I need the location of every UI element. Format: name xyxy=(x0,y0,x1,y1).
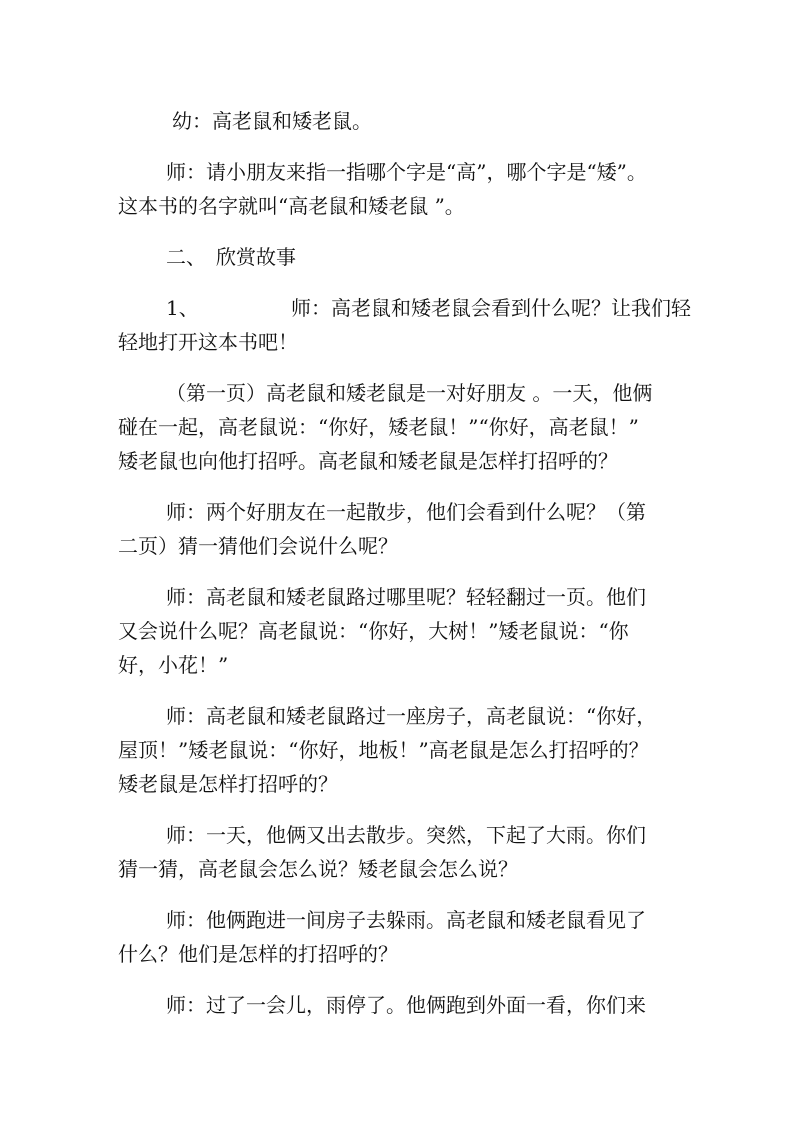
paragraph xyxy=(118,155,688,223)
section-title: 欣赏故事 xyxy=(216,245,296,269)
text-line: 师：请小朋友来指一指哪个字是“高”，哪个字是“矮”。 xyxy=(166,160,647,184)
text-line: 矮老鼠也向他打招呼。高老鼠和矮老鼠是怎样打招呼的？ xyxy=(118,449,618,473)
text-line: 碰在一起，高老鼠说：“你好，矮老鼠！”“你好，高老鼠！” xyxy=(118,415,639,439)
text-line: 轻地打开这本书吧！ xyxy=(118,330,298,354)
text-line: 师：高老鼠和矮老鼠路过一座房子，高老鼠说：“你好， xyxy=(166,704,657,728)
document-body xyxy=(118,104,691,1022)
text-line: 猜一猜，高老鼠会怎么说？矮老鼠会怎么说？ xyxy=(118,857,518,881)
section-number: 二、 xyxy=(166,245,206,269)
text-line: 好，小花！” xyxy=(118,653,229,677)
text-line: 什么？他们是怎样的打招呼的？ xyxy=(118,942,398,966)
text-line: 矮老鼠是怎样打招呼的？ xyxy=(118,772,338,796)
paragraph xyxy=(118,104,688,138)
text-line: 师：高老鼠和矮老鼠会看到什么呢？让我们轻 xyxy=(291,296,691,320)
list-item xyxy=(118,291,691,359)
text-line: 师：高老鼠和矮老鼠路过哪里呢？轻轻翻过一页。他们 xyxy=(166,585,646,609)
text-line: 师：过了一会儿，雨停了。他俩跑到外面一看，你们来 xyxy=(166,993,646,1017)
text-line: 又会说什么呢？高老鼠说：“你好，大树！”矮老鼠说：“你 xyxy=(118,619,629,643)
text-line: （第一页）高老鼠和矮老鼠是一对好朋友 。一天，他俩 xyxy=(166,381,653,405)
paragraph xyxy=(118,580,688,682)
list-number: 1、 xyxy=(166,296,199,320)
text-line: 师：两个好朋友在一起散步，他们会看到什么呢？（第 xyxy=(166,500,646,524)
text-line: 幼：高老鼠和矮老鼠。 xyxy=(172,109,372,133)
paragraph xyxy=(118,818,688,886)
paragraph xyxy=(118,376,688,478)
text-line: 这本书的名字就叫“高老鼠和矮老鼠 ”。 xyxy=(118,194,465,218)
paragraph xyxy=(118,699,688,801)
paragraph xyxy=(118,988,688,1022)
text-line: 师：他俩跑进一间房子去躲雨。高老鼠和矮老鼠看见了 xyxy=(166,908,646,932)
text-line: 师：一天，他俩又出去散步。突然，下起了大雨。你们 xyxy=(166,823,646,847)
text-line: 屋顶！”矮老鼠说：“你好，地板！”高老鼠是怎么打招呼的？ xyxy=(118,738,649,762)
text-line: 二页）猜一猜他们会说什么呢？ xyxy=(118,534,398,558)
section-heading xyxy=(118,240,688,274)
paragraph xyxy=(118,495,688,563)
paragraph xyxy=(118,903,688,971)
